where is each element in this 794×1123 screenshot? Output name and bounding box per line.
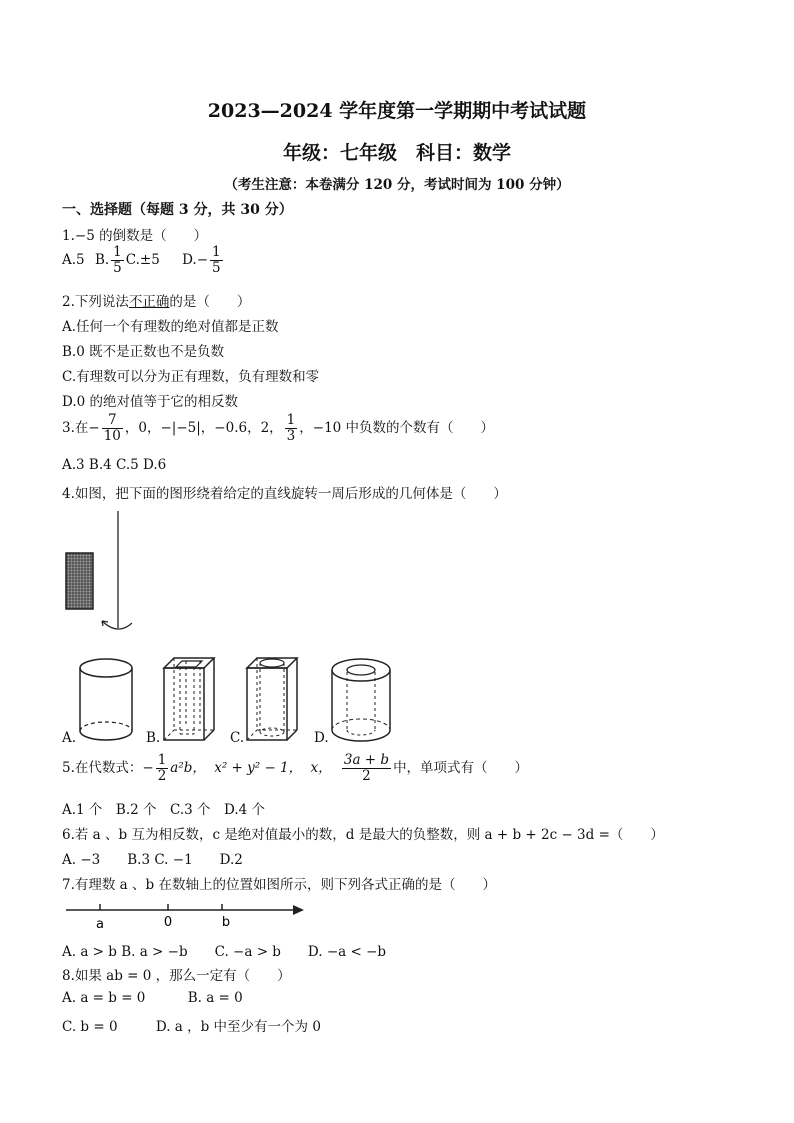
q4-label-a: A.	[62, 730, 77, 746]
q8-options-row2	[62, 1015, 321, 1035]
q2-stem	[62, 290, 250, 310]
q8-option-b: B. a = 0	[187, 990, 243, 1006]
q2-stem-post: 的是（ ）	[169, 294, 251, 310]
q1-option-a: A.5	[62, 252, 85, 268]
q3-fraction-1	[102, 413, 123, 444]
q3-options: A.3 B.4 C.5 D.6	[62, 457, 167, 473]
q7-number-line	[62, 900, 312, 936]
q5-fraction-2	[342, 753, 391, 784]
q5-f2-num: 3a + b	[343, 752, 390, 768]
q1-option-d-fraction	[210, 245, 223, 276]
section-heading: 一、选择题（每题 3 分，共 30 分）	[62, 202, 293, 218]
q4-label-b: B.	[146, 730, 161, 746]
exam-subtitle: 年级：七年级 科目：数学	[282, 142, 511, 164]
q3-stem	[62, 413, 494, 444]
q2-stem-underlined: 不正确	[128, 294, 170, 310]
q5-post: 中，单项式有（ ）	[393, 760, 529, 776]
q3-pre: 3.在−	[62, 420, 100, 436]
q7-stem: 7.有理数 a 、b 在数轴上的位置如图所示，则下列各式正确的是（ ）	[62, 877, 496, 893]
q6-options: A. −3 B.3 C. −1 D.2	[62, 852, 243, 868]
number-line-arrow-icon	[293, 905, 304, 915]
q2-option-c: C.有理数可以分为正有理数，负有理数和零	[62, 369, 320, 385]
q3-f1-den: 10	[103, 428, 121, 444]
q1-b-num: 1	[113, 244, 122, 260]
q5-options: A.1 个 B.2 个 C.3 个 D.4 个	[62, 802, 266, 818]
q5-expr-2: x² + y² − 1，	[214, 760, 303, 776]
q4-option-b-hollow-box	[160, 656, 220, 744]
q5-stem	[62, 753, 528, 784]
q1-option-b-fraction	[111, 245, 124, 276]
q3-f1-num: 7	[102, 413, 123, 429]
q4-rotation-figure	[60, 508, 160, 643]
q3-post: ，−10 中负数的个数有（ ）	[299, 420, 495, 436]
q5-pre: 5.在代数式：−	[62, 760, 154, 776]
q8-option-c: C. b = 0	[62, 1019, 118, 1035]
q5-f1-num: 1	[157, 752, 167, 768]
q1-option-d-prefix: D.−	[182, 252, 209, 268]
q4-stem: 4.如图，把下面的图形绕着给定的直线旋转一周后形成的几何体是（ ）	[62, 486, 507, 502]
q1-d-num: 1	[212, 244, 221, 260]
q5-f1-den: 2	[157, 768, 167, 784]
axis-label-a: a	[96, 917, 104, 932]
q8-options-row1	[62, 990, 243, 1006]
q3-fraction-2	[285, 413, 298, 444]
shaded-rectangle	[66, 553, 93, 609]
q4-label-c: C.	[230, 730, 245, 746]
q1-b-den: 5	[113, 260, 122, 276]
q4-option-a-cylinder	[78, 656, 138, 744]
exam-title: 2023—2024 学年度第一学期期中考试试题	[207, 100, 587, 122]
axis-label-b: b	[221, 915, 231, 930]
q5-expr-1: a²b，	[170, 760, 206, 776]
q8-stem: 8.如果 ab = 0 ，那么一定有（ ）	[62, 968, 291, 984]
q5-f2-den: 2	[362, 768, 371, 784]
q7-options: A. a > b B. a > −b C. −a > b D. −a < −b	[62, 944, 387, 960]
q8-option-a: A. a = b = 0	[62, 990, 146, 1006]
q1-option-c: C.±5	[125, 252, 160, 268]
q1-stem: 1.−5 的倒数是（ ）	[62, 228, 208, 244]
q1-d-den: 5	[212, 260, 221, 276]
q1-option-b-prefix: B.	[94, 252, 110, 268]
q5-fraction-1	[156, 753, 169, 784]
q2-option-b: B.0 既不是正数也不是负数	[62, 344, 225, 360]
q3-mid: ，0，−|−5|，−0.6，2，	[124, 420, 283, 436]
q1-options	[62, 245, 225, 276]
q2-stem-pre: 2.下列说法	[62, 294, 129, 310]
exam-note: （考生注意：本卷满分 120 分，考试时间为 100 分钟）	[224, 177, 570, 193]
q8-option-d: D. a ，b 中至少有一个为 0	[155, 1019, 321, 1035]
q2-option-a: A.任何一个有理数的绝对值都是正数	[62, 319, 279, 335]
q3-f2-den: 3	[286, 428, 296, 444]
q4-option-d-hollow-cylinder	[329, 656, 395, 744]
q3-f2-num: 1	[286, 412, 296, 428]
axis-label-0: 0	[163, 915, 173, 930]
q5-expr-3: x，	[310, 760, 332, 776]
q4-option-c-box-with-hole	[243, 656, 303, 744]
q4-label-d: D.	[314, 730, 329, 746]
q2-option-d: D.0 的绝对值等于它的相反数	[62, 394, 239, 410]
q6-stem: 6.若 a 、b 互为相反数，c 是绝对值最小的数，d 是最大的负整数，则 a + b + 2c − 3d =（ ）	[62, 827, 664, 843]
